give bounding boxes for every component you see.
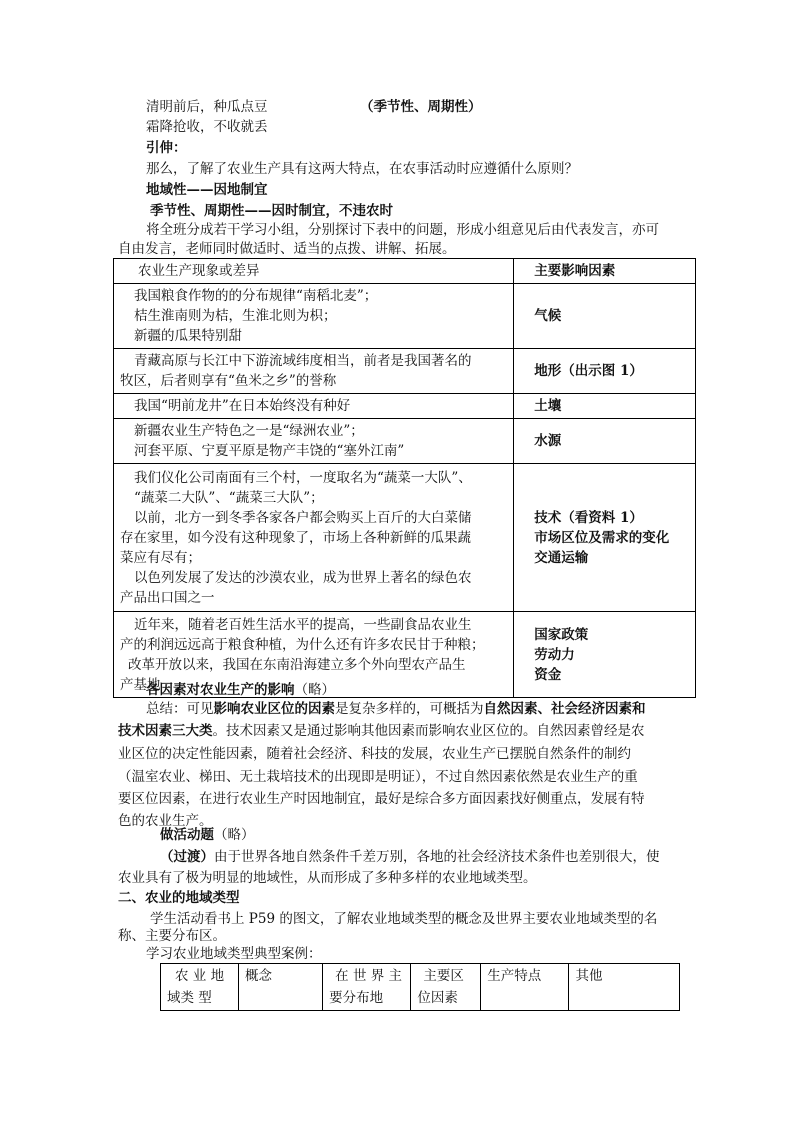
activity-heading bbox=[160, 826, 255, 845]
phenomenon-line: 牧区，后者则享有“鱼米之乡”的誉称 bbox=[120, 373, 337, 389]
transition-line bbox=[160, 848, 660, 867]
summary-line: 技术因素三大类。技术因素又是通过影响其他因素而影响农业区位的。自然因素曾经是农 bbox=[118, 723, 645, 739]
proverb-line-2: 霜降抢收，不收就丢 bbox=[146, 119, 268, 135]
phenomenon-line: 我们仪化公司南面有三个村，一度取名为“蔬菜一大队”、 bbox=[134, 469, 472, 486]
factor-table-header bbox=[114, 259, 696, 284]
seasonality-note: （季节性、周期性） bbox=[360, 99, 482, 115]
summary-line: 总结：可见影响农业区位的因素是复杂多样的，可概括为自然因素、社会经济因素和 bbox=[146, 701, 646, 717]
factor-text: 劳动力 bbox=[534, 646, 575, 663]
factor-text: 地形（出示图 1） bbox=[534, 363, 643, 379]
phenomenon-line: 新疆的瓜果特别甜 bbox=[134, 328, 242, 344]
question-text: 那么，了解了农业生产具有这两大特点，在农事活动时应遵循什么原则？ bbox=[146, 161, 578, 177]
phenomenon-line: 河套平原、宁夏平原是物产丰饶的“塞外江南” bbox=[134, 443, 405, 459]
heading-note: （略） bbox=[294, 682, 335, 698]
factor-row bbox=[114, 464, 696, 612]
principle-seasonal: 季节性、周期性——因时制宜，不违农时 bbox=[150, 203, 393, 219]
phenomenon-line: 青藏高原与长江中下游流域纬度相当，前者是我国著名的 bbox=[134, 353, 472, 369]
phenomenon-line: “蔬菜二大队”、“蔬菜三大队”； bbox=[134, 489, 324, 506]
header-line: 位因素 bbox=[417, 990, 458, 1006]
header-type bbox=[161, 964, 239, 1011]
transition-line-2: 农业具有了极为明显的地域性，从而形成了多种多样的农业地域类型。 bbox=[118, 870, 537, 886]
region-type-table bbox=[160, 963, 680, 1011]
heading-text: 各因素对农业生产的影响 bbox=[146, 682, 295, 698]
header-other bbox=[569, 964, 680, 1011]
summary-line: 业区位的决定性能因素，随着社会经济、科技的发展，农业生产已摆脱自然条件的制约 bbox=[118, 746, 631, 762]
student-activity-line: 称、主要分布区。 bbox=[118, 928, 226, 944]
header-line: 主要区 bbox=[423, 968, 464, 984]
section-heading: 二、农业的地域类型 bbox=[118, 890, 240, 906]
phenomenon-cell bbox=[114, 284, 514, 349]
case-study-line: 学习农业地域类型典型案例： bbox=[146, 946, 322, 962]
region-type-header bbox=[161, 964, 680, 1011]
phenomenon-line: 改革开放以来，我国在东南沿海建立多个外向型农产品生 bbox=[128, 656, 466, 673]
phenomenon-line: 新疆农业生产特色之一是“绿洲农业”； bbox=[134, 423, 364, 439]
header-production bbox=[481, 964, 569, 1011]
phenomenon-line: 以色列发展了发达的沙漠农业，成为世界上著名的绿色农 bbox=[134, 569, 472, 586]
activity-instruction-2: 自由发言，老师同时做适时、适当的点拨、讲解、拓展。 bbox=[118, 241, 456, 257]
phenomenon-line: 产的利润远远高于粮食种植，为什么还有许多农民甘于种粮； bbox=[120, 636, 485, 653]
header-phenomenon: 农业生产现象或差异 bbox=[114, 259, 514, 284]
factor-text: 国家政策 bbox=[534, 626, 589, 643]
header-factor: 主要影响因素 bbox=[514, 259, 696, 284]
factor-influence-heading bbox=[146, 681, 335, 700]
factor-text: 资金 bbox=[534, 666, 562, 683]
phenomenon-line: 桔生淮南则为桔，生淮北则为枳； bbox=[134, 308, 337, 324]
header-line: 生产特点 bbox=[487, 968, 542, 984]
activity-instruction-1: 将全班分成若干学习小组，分别探讨下表中的问题，形成小组意见后由代表发言，亦可 bbox=[146, 222, 659, 238]
factor-cell bbox=[514, 612, 696, 698]
phenomenon-line: 菜应有尽有； bbox=[120, 549, 201, 566]
header-distribution bbox=[323, 964, 411, 1011]
phenomenon-line: 近年来，随着老百姓生活水平的提高，一些副食品农业生 bbox=[134, 616, 472, 633]
principle-regional: 地域性——因地制宜 bbox=[146, 182, 268, 198]
header-line: 在 世 界 主 bbox=[335, 968, 403, 984]
summary-line: 色的农业生产。 bbox=[118, 813, 213, 829]
factor-cell bbox=[514, 349, 696, 394]
proverb-line-1 bbox=[146, 98, 268, 117]
factor-cell: 气候 bbox=[514, 284, 696, 349]
phenomenon-cell: 我国“明前龙井”在日本始终没有种好 bbox=[114, 394, 514, 419]
transition-text: 由于世界各地自然条件千差万别，各地的社会经济技术条件也差别很大，使 bbox=[214, 849, 660, 865]
proverb-1-text: 清明前后，种瓜点豆 bbox=[146, 99, 268, 115]
student-activity-line: 学生活动看书上 P59 的图文，了解农业地域类型的概念及世界主要农业地域类型的名 bbox=[150, 911, 658, 927]
header-line: 概念 bbox=[245, 968, 273, 984]
phenomenon-cell bbox=[114, 464, 514, 612]
phenomenon-line: 产品出口国之一 bbox=[120, 589, 215, 606]
phenomenon-cell bbox=[114, 419, 514, 464]
header-location-factors bbox=[411, 964, 481, 1011]
activity-title: 做活动题 bbox=[160, 827, 214, 843]
factor-cell: 水源 bbox=[514, 419, 696, 464]
factor-table bbox=[113, 258, 696, 698]
yinshen-label: 引伸： bbox=[146, 140, 187, 156]
factor-row bbox=[114, 349, 696, 394]
header-line: 域类 型 bbox=[167, 990, 212, 1006]
factor-row bbox=[114, 419, 696, 464]
phenomenon-line: 以前，北方一到冬季各家各户都会购买上百斤的大白菜储 bbox=[134, 509, 472, 526]
factor-cell bbox=[514, 464, 696, 612]
factor-text: 技术（看资料 1） bbox=[534, 509, 643, 526]
phenomenon-line: 我国粮食作物的的分布规律“南稻北麦”； bbox=[134, 288, 378, 304]
activity-note: （略） bbox=[214, 827, 255, 843]
factor-row bbox=[114, 394, 696, 419]
factor-text: 交通运输 bbox=[534, 549, 589, 566]
header-concept bbox=[239, 964, 323, 1011]
phenomenon-line: 产基地 bbox=[120, 676, 161, 693]
header-line: 要分布地 bbox=[329, 990, 384, 1006]
transition-label: （过渡） bbox=[160, 849, 214, 865]
factor-text: 市场区位及需求的变化 bbox=[534, 529, 670, 546]
factor-row bbox=[114, 284, 696, 349]
summary-line: 要区位因素，在进行农业生产时因地制宜，最好是综合多方面因素找好侧重点，发展有特 bbox=[118, 791, 645, 807]
summary-line: （温室农业、梯田、无土栽培技术的出现即是明证），不过自然因素依然是农业生产的重 bbox=[118, 769, 638, 785]
header-line: 其他 bbox=[575, 968, 603, 984]
phenomenon-cell bbox=[114, 349, 514, 394]
phenomenon-line: 存在家里，如今没有这种现象了，市场上各种新鲜的瓜果蔬 bbox=[120, 529, 471, 546]
header-line: 农 业 地 bbox=[175, 968, 225, 984]
factor-cell: 土壤 bbox=[514, 394, 696, 419]
